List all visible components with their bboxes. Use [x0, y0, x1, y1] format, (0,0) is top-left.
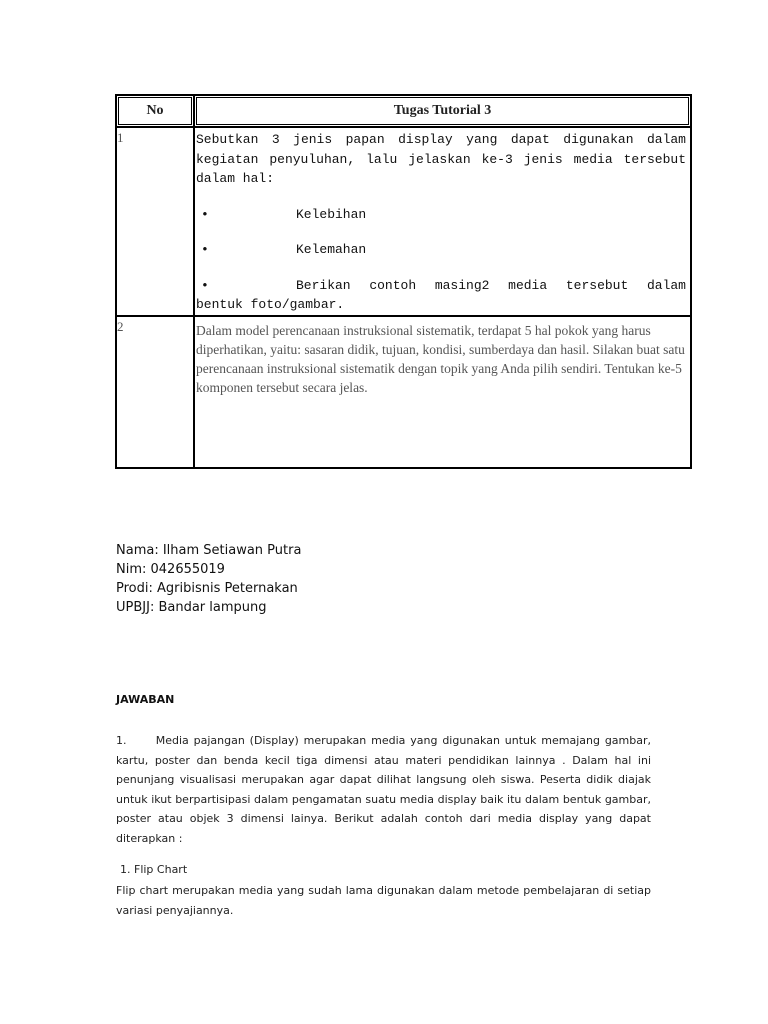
bullet-dot: •: [201, 206, 209, 222]
flip-chart-paragraph: Flip chart merupakan media yang sudah lama digunakan dalam metode pembelajaran di setiap variasi penyajiannya.: [116, 884, 651, 917]
row-number: 2: [117, 318, 124, 334]
bullet-dot: •: [201, 277, 209, 293]
bullet-item: [196, 240, 686, 260]
table-row: [116, 127, 691, 316]
task-cell: [194, 127, 691, 316]
row-number-cell: [116, 316, 194, 468]
bullet-text: Kelemahan: [296, 242, 367, 257]
bullet-item: [196, 276, 686, 315]
bullet-text: Berikan contoh masing2 media tersebut dalam bentuk foto/gambar.: [196, 277, 686, 312]
student-nim: Nim: 042655019: [116, 562, 225, 577]
task-table: [115, 94, 692, 469]
student-upbjj: UPBJJ: Bandar lampung: [116, 600, 267, 615]
bullet-text: Kelebihan: [296, 206, 367, 222]
table-row: [116, 316, 691, 468]
bullet-dot: •: [201, 242, 209, 257]
student-prodi: Prodi: Agribisnis Peternakan: [116, 581, 298, 596]
student-name: Nama: Ilham Setiawan Putra: [116, 543, 302, 558]
bullet-item: [196, 205, 686, 225]
header-no: No: [116, 95, 194, 127]
answer-paragraph: 1. Media pajangan (Display) merupakan media yang digunakan untuk memajang gambar, kartu, poster dan benda kecil tiga dimensi atau materi pendidikan lainnya . Dalam hal ini penunjang visualisasi merupakan agar dapat dilihat langsung oleh siswa. Peserta didik diajak untuk ikut berpartisipasi dalam pengamatan suatu media display baik itu dalam bentuk gambar, poster atau objek 3 dimensi lainya. Berikut adalah contoh dari media display yang dapat diterapkan :: [116, 734, 651, 845]
student-info: [116, 541, 301, 617]
header-task: Tugas Tutorial 3: [194, 95, 691, 127]
row-number-cell: [116, 127, 194, 316]
task-text: Dalam model perencanaan instruksional sistematik, terdapat 5 hal pokok yang harus diperhatikan, yaitu: sasaran didik, tujuan, kondisi, sumberdaya dan hasil. Silakan buat satu perencanaan instruksional sistematik dengan topik yang Anda pilih sendiri. Tentukan ke-5 komponen tersebut secara jelas.: [196, 322, 685, 395]
flip-chart-title: 1. Flip Chart: [120, 863, 188, 876]
answer-heading: JAWABAN: [116, 693, 175, 706]
table-header-row: [116, 95, 691, 127]
task-intro: Sebutkan 3 jenis papan display yang dapat digunakan dalam kegiatan penyuluhan, lalu jelaskan ke-3 jenis media tersebut dalam hal:: [196, 132, 686, 186]
row-number: 1: [117, 130, 124, 145]
task-cell: [194, 316, 691, 468]
